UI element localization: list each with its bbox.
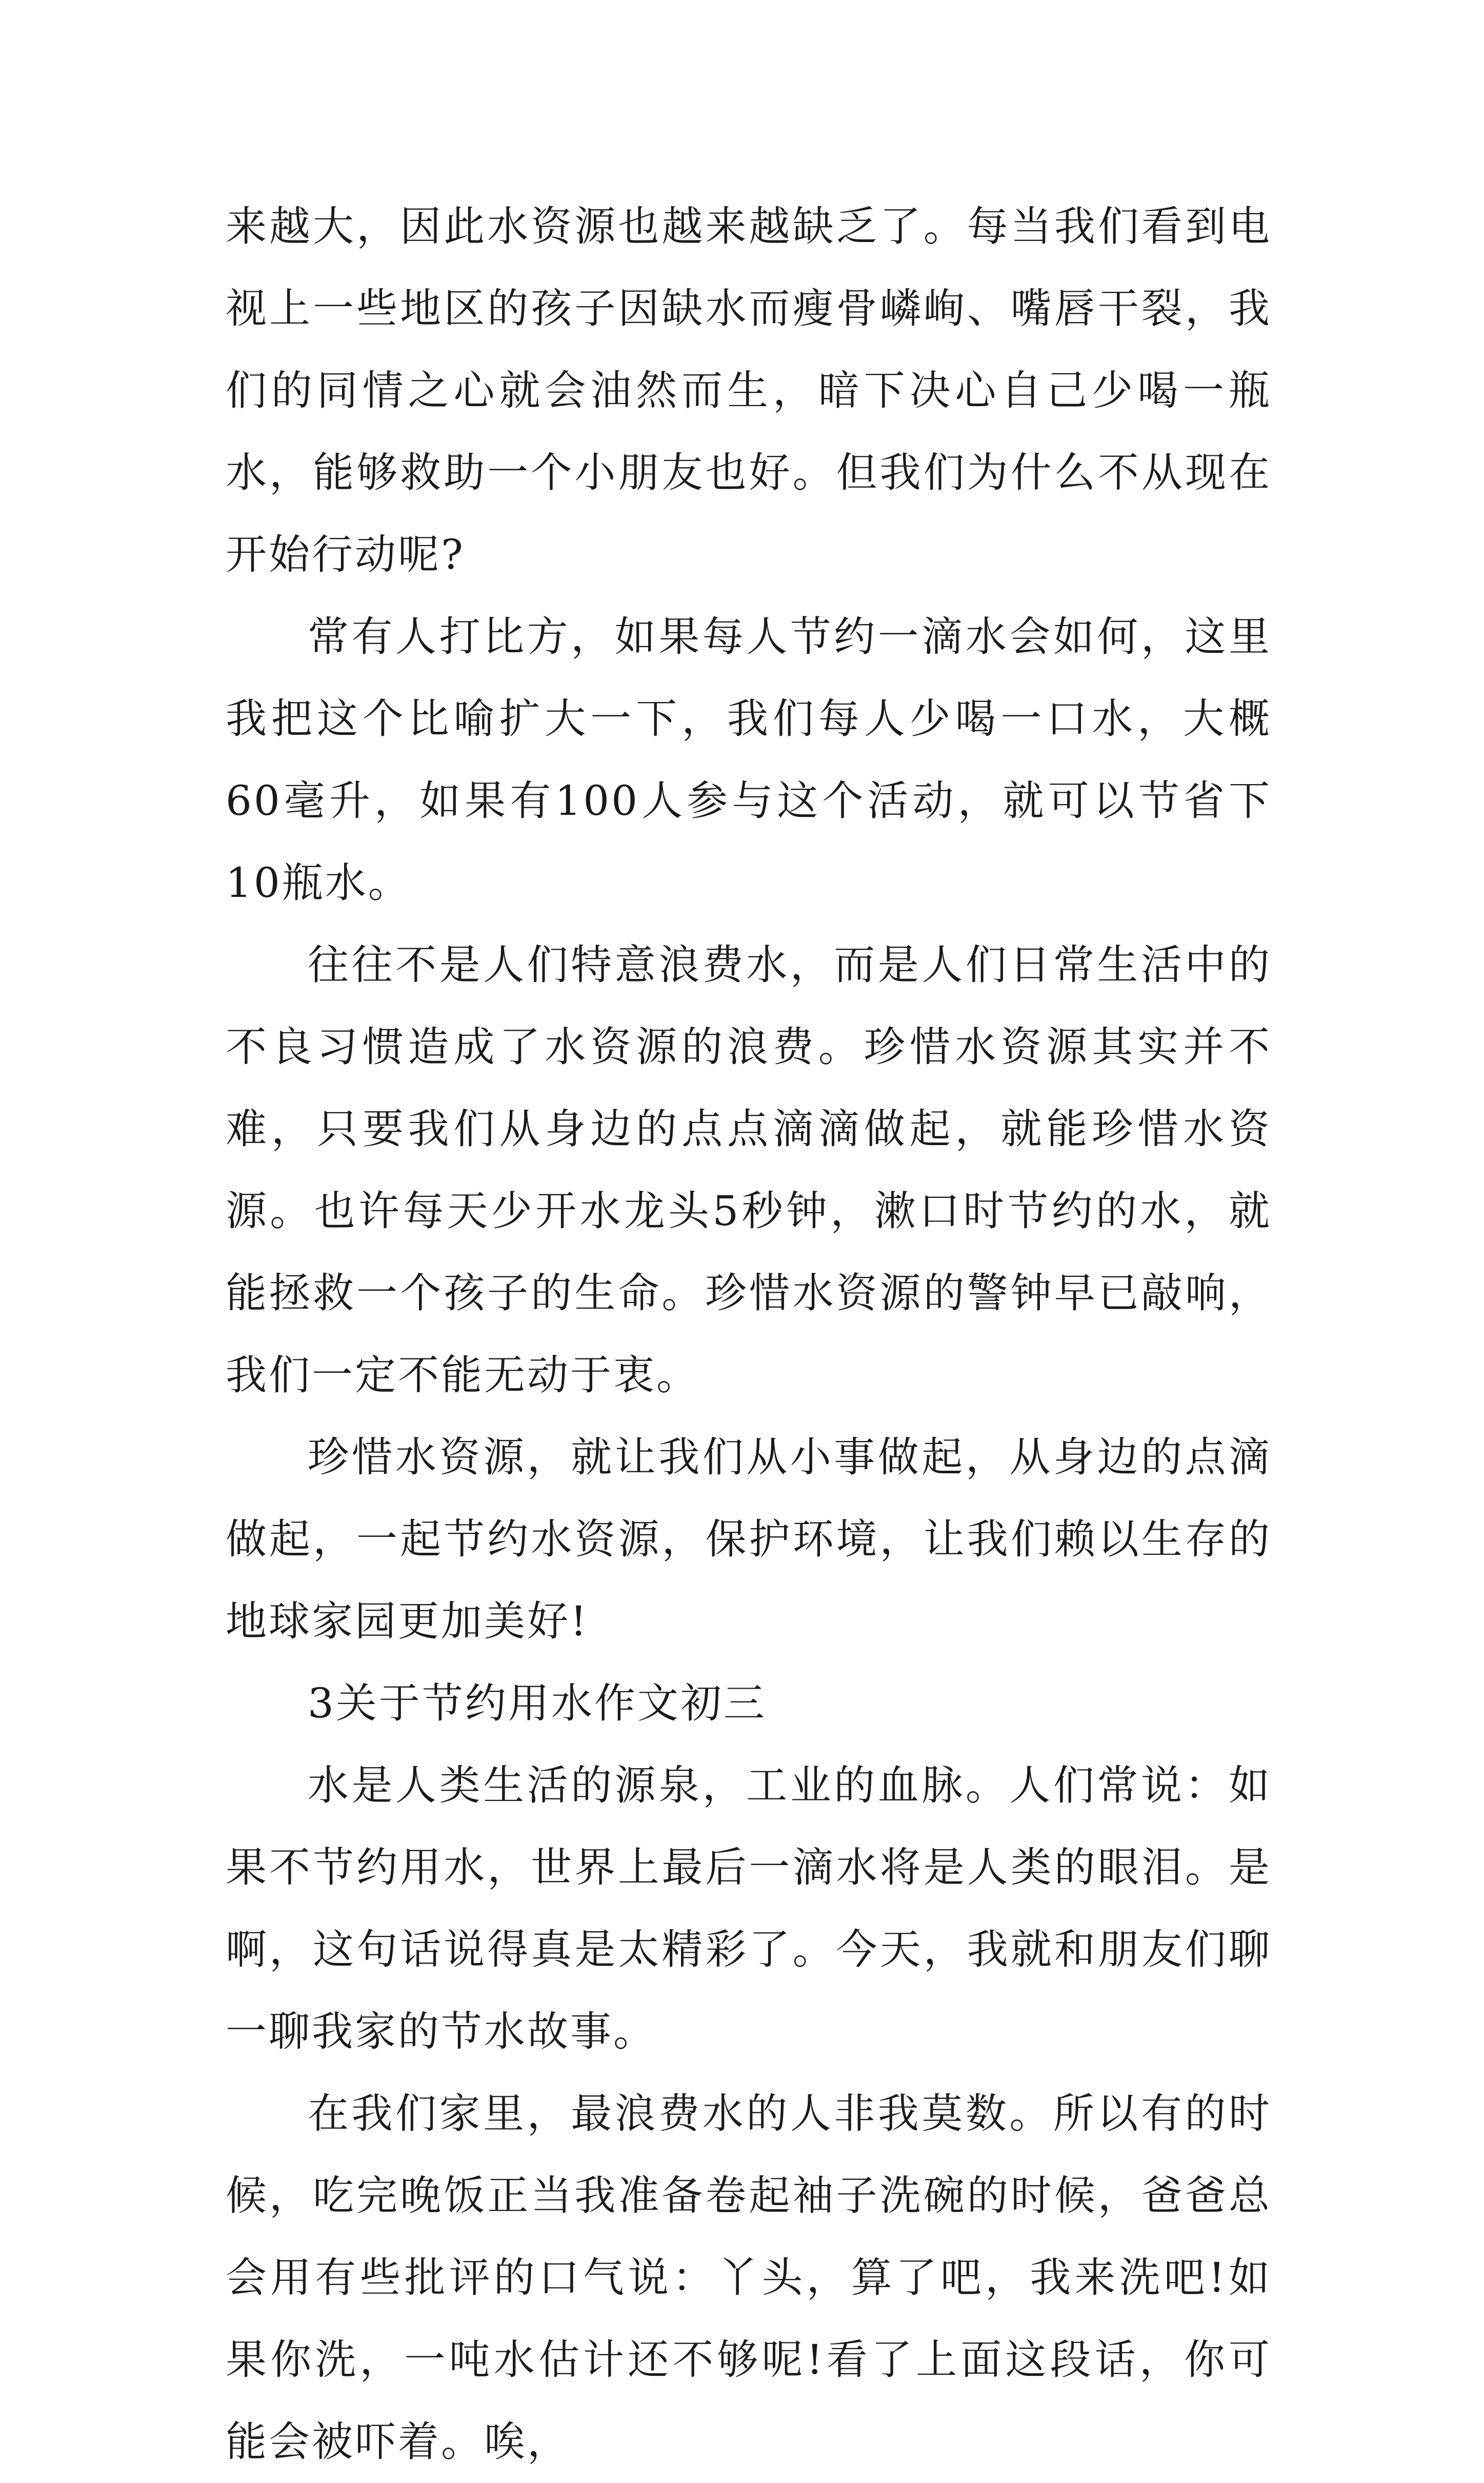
paragraph-continuation: 来越大，因此水资源也越来越缺乏了。每当我们看到电视上一些地区的孩子因缺水而瘦骨嶙峋、嘴唇干裂，我们的同情之心就会油然而生，暗下决心自己少喝一瓶水，能够救助一个小朋友也好。但我们为什么不从现在开始行动呢? [226,203,1272,578]
paragraph: 往往不是人们特意浪费水，而是人们日常生活中的不良习惯造成了水资源的浪费。珍惜水资源其实并不难，只要我们从身边的点点滴滴做起，就能珍惜水资源。也许每天少开水龙头5秒钟，漱口时节约的水，就能拯救一个孩子的生命。珍惜水资源的警钟早已敲响，我们一定不能无动于衷。 [226,941,1272,1399]
paragraph: 珍惜水资源，就让我们从小事做起，从身边的点滴做起，一起节约水资源，保护环境，让我们赖以生存的地球家园更加美好! [226,1433,1272,1645]
section-heading: 3关于节约用水作文初三 [308,1679,767,1727]
paragraph: 在我们家里，最浪费水的人非我莫数。所以有的时候，吃完晚饭正当我准备卷起袖子洗碗的时候，爸爸总会用有些批评的口气说：丫头，算了吧，我来洗吧!如果你洗，一吨水估计还不够呢!看了上面这段话，你可能会被吓着。唉， [226,2090,1272,2466]
paragraph: 水是人类生活的源泉，工业的血脉。人们常说：如果不节约用水，世界上最后一滴水将是人类的眼泪。是啊，这句话说得真是太精彩了。今天，我就和朋友们聊一聊我家的节水故事。 [226,1761,1272,2055]
paragraph: 常有人打比方，如果每人节约一滴水会如何，这里我把这个比喻扩大一下，我们每人少喝一口水，大概60毫升，如果有100人参与这个活动，就可以节省下10瓶水。 [226,613,1272,907]
body-text [226,186,1272,2483]
